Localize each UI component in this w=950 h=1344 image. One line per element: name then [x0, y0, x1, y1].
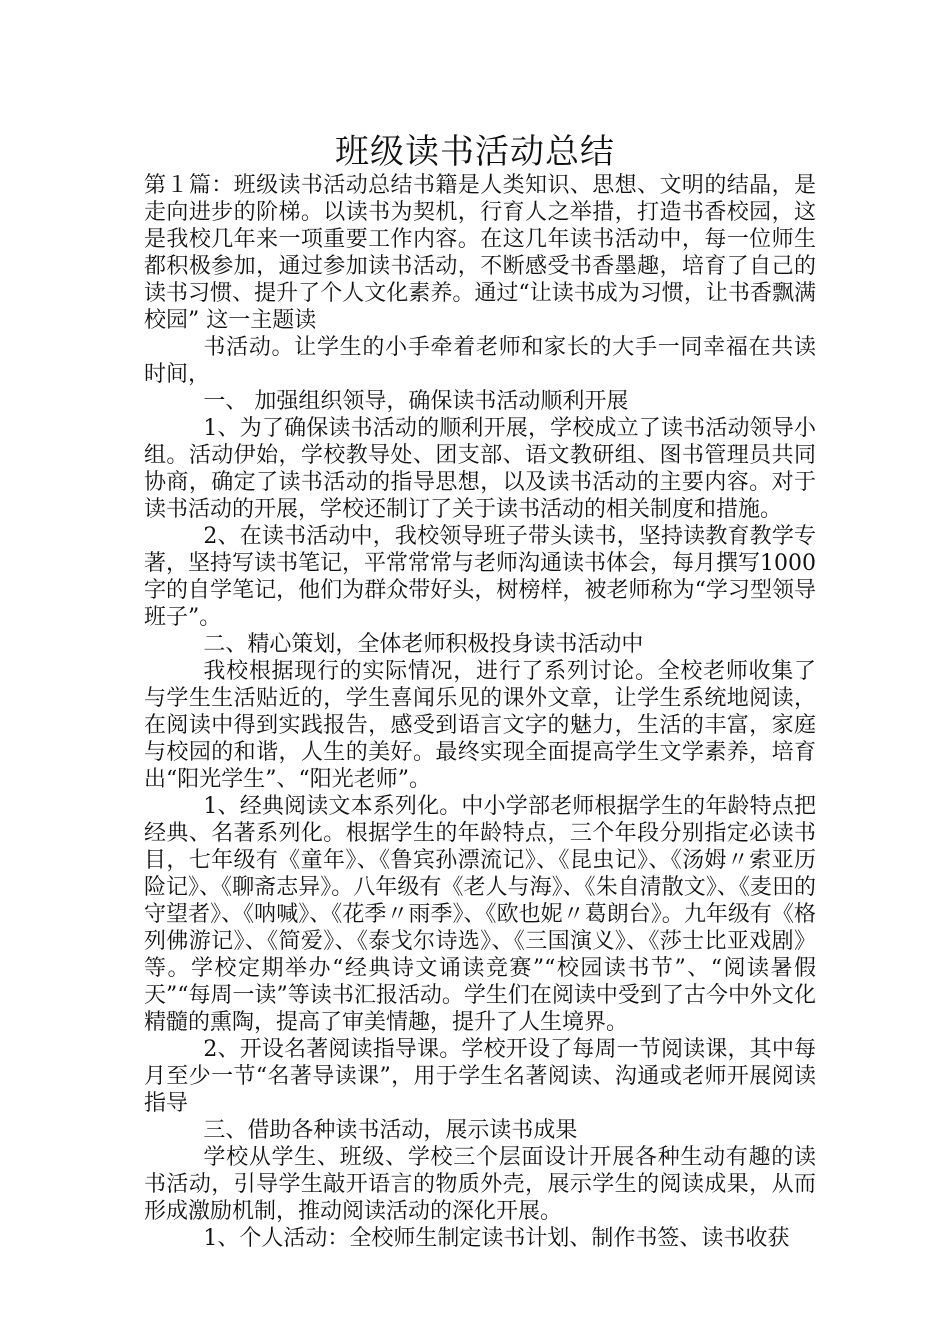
- section-heading-3: 三、借助各种读书活动，展示读书成果: [203, 1118, 578, 1143]
- section-heading-1: 一、 加强组织领导，确保读书活动顺利开展: [203, 389, 629, 414]
- document-title: 班级读书活动总结: [335, 132, 615, 172]
- section-heading-2: 二、精心策划，全体老师积极投身读书活动中: [203, 632, 644, 657]
- paragraph-intro: 第１篇：班级读书活动总结书籍是人类知识、思想、文明的结晶，是走向进步的阶梯。以读书为契机，行育人之举措，打造书香校园，这是我校几年来一项重要工作内容。在这几年读书活动中，每一位师生都积极参加，通过参加读书活动，不断感受书香墨趣，培育了自己的读书习惯、提升了个人文化素养。通过“让读书成为习惯，让书香飘满校园” 这一主题读: [144, 173, 816, 333]
- paragraph-3-intro: 学校从学生、班级、学校三个层面设计开展各种生动有趣的读书活动，引导学生敲开语言的物质外壳，展示学生的阅读成果，从而形成激励机制，推动阅读活动的深化开展。: [144, 1145, 816, 1224]
- paragraph-2-intro: 我校根据现行的实际情况，进行了系列讨论。全校老师收集了与学生生活贴近的，学生喜闻乐见的课外文章，让学生系统地阅读，在阅读中得到实践报告，感受到语言文字的魅力，生活的丰富，家庭与校园的和谐，人生的美好。最终实现全面提高学生文学素养，培育出“阳光学生”、“阳光老师”。: [144, 659, 816, 792]
- paragraph-2-1: 1、经典阅读文本系列化。中小学部老师根据学生的年龄特点把经典、名著系列化。根据学生的年龄特点，三个年段分别指定必读书目，七年级有《童年》、《鲁宾孙漂流记》、《昆虫记》、《汤姆〃索亚历险记》、《聊斋志异》。八年级有《老人与海》、《朱自清散文》、《麦田的守望者》、《呐喊》、《花季〃雨季》、《欧也妮〃葛朗台》。九年级有《格列佛游记》、《简爱》、《泰戈尔诗选》、《三国演义》、《莎士比亚戏剧》等。学校定期举办“经典诗文诵读竞赛”“校园读书节”、“阅读暑假天”“每周一读”等读书汇报活动。学生们在阅读中受到了古今中外文化精髓的熏陶，提高了审美情趣，提升了人生境界。: [144, 794, 816, 1035]
- paragraph-1-1: 1、为了确保读书活动的顺利开展，学校成立了读书活动领导小组。活动伊始，学校教导处、团支部、语文教研组、图书管理员共同协商，确定了读书活动的指导思想，以及读书活动的主要内容。对于读书活动的开展，学校还制订了关于读书活动的相关制度和措施。: [144, 416, 816, 522]
- paragraph-continuation: 书活动。让学生的小手牵着老师和家长的大手一同幸福在共读时间，: [144, 335, 816, 387]
- document-body: [144, 172, 816, 1252]
- paragraph-3-1: 1、个人活动：全校师生制定读书计划、制作书签、读书收获: [203, 1226, 790, 1251]
- paragraph-2-2: 2、开设名著阅读指导课。学校开设了每周一节阅读课，其中每月至少一节“名著导读课”，用于学生名著阅读、沟通或老师开展阅读指导: [144, 1037, 816, 1116]
- paragraph-1-2: 2、在读书活动中，我校领导班子带头读书，坚持读教育教学专著，坚持写读书笔记，平常常常与老师沟通读书体会，每月撰写1000 字的自学笔记，他们为群众带好头，树榜样，被老师称为“学习型领导班子”。: [144, 524, 816, 630]
